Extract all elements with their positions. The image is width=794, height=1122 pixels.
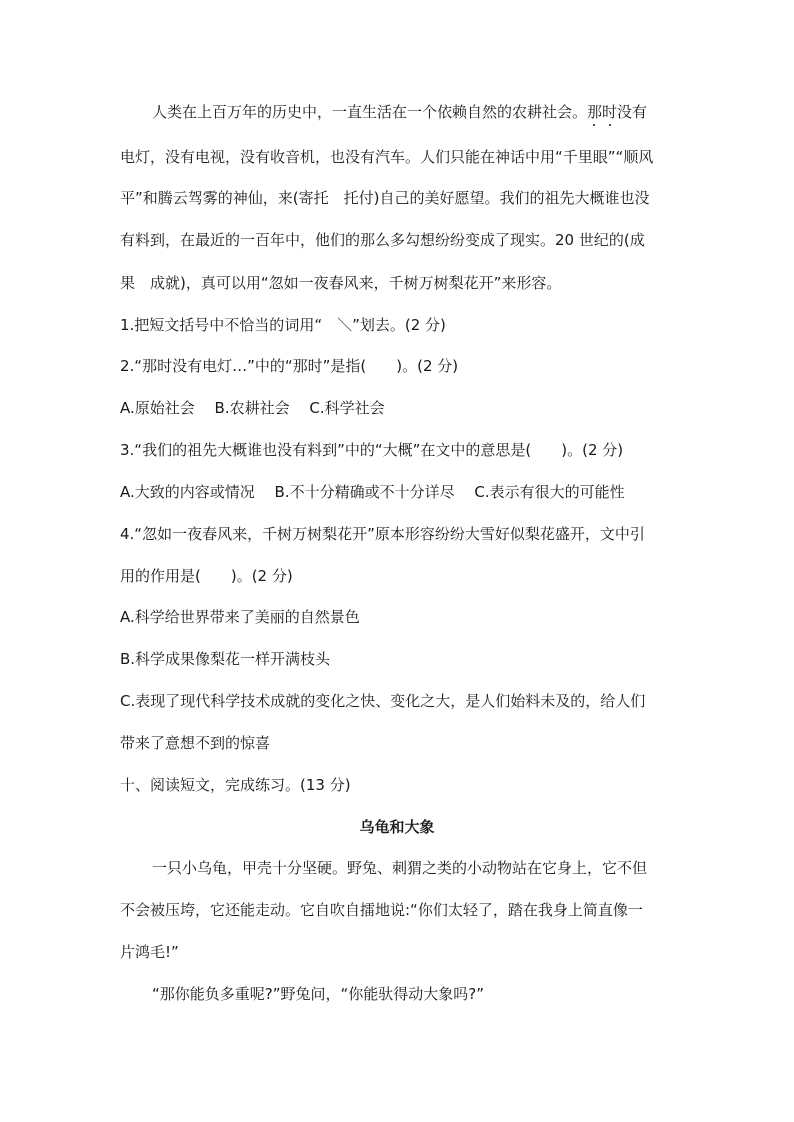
- passage9-line-2: 电灯，没有电视，没有收音机，也没有汽车。人们只能在神话中用“千里眼”“顺风: [120, 148, 654, 166]
- question-2: 2.“那时没有电灯…”中的“那时”是指( )。(2 分): [120, 357, 459, 375]
- story-title: 乌龟和大象: [359, 818, 435, 836]
- passage9-line-1: 人类在上百万年的历史中，一直生活在一个依赖自然的农耕社会。那时没有: [152, 103, 648, 121]
- question-4-option-c: C.表现了现代科学技术成就的变化之快、变化之大，是人们始料未及的，给人们: [120, 692, 646, 710]
- emphasis-dots: 那时: [587, 103, 618, 121]
- question-1: 1.把短文括号中不恰当的词用“ ＼”划去。(2 分): [120, 316, 446, 334]
- passage9-line-4: 有料到，在最近的一百年中，他们的那么多勾想纷纷变成了现实。20 世纪的(成: [120, 231, 645, 249]
- question-4-cont: 用的作用是( )。(2 分): [120, 567, 293, 585]
- passage9-line-5: 果 成就)，真可以用“忽如一夜春风来，千树万树梨花开”来形容。: [120, 274, 562, 292]
- question-3-options: A.大致的内容或情况 B.不十分精确或不十分详尽 C.表示有很大的可能性: [120, 483, 625, 501]
- question-4-option-c-cont: 带来了意想不到的惊喜: [120, 734, 271, 752]
- story-line-4: “那你能负多重呢?”野兔问，“你能驮得动大象吗?”: [152, 985, 485, 1003]
- story-line-1: 一只小乌龟，甲壳十分坚硬。野兔、刺猬之类的小动物站在它身上，它不但: [152, 859, 648, 877]
- question-2-options: A.原始社会 B.农耕社会 C.科学社会: [120, 399, 385, 417]
- question-4-option-b: B.科学成果像梨花一样开满枝头: [120, 650, 331, 668]
- passage9-line-3: 平”和腾云驾雾的神仙，来(寄托 托付)自己的美好愿望。我们的祖先大概谁也没: [120, 189, 650, 207]
- question-4: 4.“忽如一夜春风来，千树万树梨花开”原本形容纷纷大雪好似梨花盛开，文中引: [120, 525, 645, 543]
- story-line-3: 片鸿毛!”: [120, 943, 179, 961]
- story-line-2: 不会被压垮，它还能走动。它自吹自擂地说:“你们太轻了，踏在我身上简直像一: [120, 901, 643, 919]
- question-3: 3.“我们的祖先大概谁也没有料到”中的“大概”在文中的意思是( )。(2 分): [120, 441, 624, 459]
- question-4-option-a: A.科学给世界带来了美丽的自然景色: [120, 608, 360, 626]
- section-10-heading: 十、阅读短文，完成练习。(13 分): [120, 776, 351, 794]
